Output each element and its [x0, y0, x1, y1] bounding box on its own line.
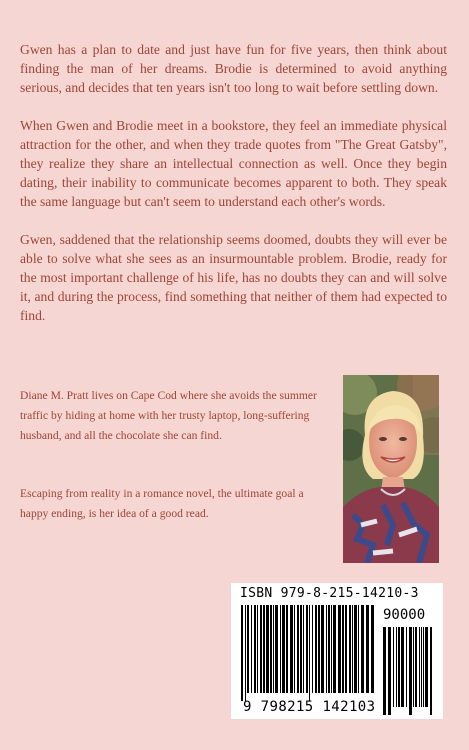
barcode-bars	[241, 605, 377, 701]
barcode-bar	[398, 627, 400, 707]
barcode-bar	[371, 605, 374, 693]
barcode-bar	[349, 605, 351, 693]
barcode-bar	[331, 605, 332, 693]
isbn-label: ISBN 979-8-215-14210-3	[240, 586, 419, 601]
barcode-bar	[257, 605, 258, 693]
price-barcode-bars	[383, 627, 435, 715]
barcode-bar	[251, 605, 252, 693]
barcode-bar	[275, 605, 278, 693]
barcode-bar	[388, 627, 391, 715]
isbn-barcode	[231, 583, 443, 719]
barcode-bar	[241, 605, 243, 701]
barcode-bar	[413, 627, 414, 707]
barcode-bar	[282, 605, 285, 693]
barcode-bar	[260, 605, 262, 693]
barcode-bar	[247, 605, 249, 693]
blurb-paragraph-1: Gwen has a plan to date and just have fun for five years, then think about finding the man of her dreams. Brodie is determined to avoid anything serious, and decides that ten years isn't too long to wait before settling down.	[20, 42, 447, 95]
barcode-bar	[286, 605, 288, 693]
barcode-bar	[263, 605, 265, 693]
barcode-bar	[300, 605, 302, 693]
author-bio-paragraph-2: Escaping from reality in a romance novel, the ultimate goal a happy ending, is her idea of a good read.	[20, 487, 304, 520]
barcode-bar	[266, 605, 269, 693]
barcode-bar	[352, 605, 353, 693]
barcode-bar	[312, 605, 313, 693]
barcode-bar	[303, 605, 304, 693]
barcode-bar	[383, 627, 386, 715]
barcode-bar	[245, 605, 246, 701]
barcode-bar	[345, 605, 347, 693]
author-bio-paragraph-1: Diane M. Pratt lives on Cape Cod where she avoids the summer traffic by hiding at home with her trusty laptop, long-suffering husband, and all the chocolate she can find.	[20, 389, 317, 442]
author-bio	[20, 386, 330, 524]
barcode-bar	[273, 605, 274, 693]
barcode-bar	[421, 627, 422, 707]
barcode-bar	[401, 627, 404, 707]
price-code: 90000	[383, 607, 426, 623]
barcode-bar	[309, 605, 310, 701]
barcode-bar	[366, 605, 369, 693]
blurb-paragraph-2: When Gwen and Brodie meet in a bookstore, they feel an immediate physical attraction for the other, and when they trade quotes from "The Great Gatsby", they realize they share an intellectual connection as well. Once they begin dating, their inability to communicate becomes apparent to both. They speak the same language but can't seem to understand each other's words.	[20, 118, 447, 209]
barcode-bar	[318, 605, 320, 693]
barcode-bar	[361, 605, 364, 693]
barcode-bar	[270, 605, 272, 693]
barcode-bar	[315, 605, 317, 693]
barcode-bar	[425, 627, 428, 707]
barcode-bar	[393, 627, 394, 707]
barcode-bar	[338, 605, 341, 693]
barcode-bar	[321, 605, 324, 693]
barcode-bar	[342, 605, 344, 693]
barcode-bar	[409, 627, 412, 715]
barcode-digits: 9 798215 142103	[243, 699, 376, 715]
blurb-paragraph-3: Gwen, saddened that the relationship seems doomed, doubts they will ever be able to solve what she sees as an insurmountable problem. Brodie, ready for the most important challenge of his life, has no doubts they can and will solve it, and during the process, find something that neither of them had expected to find.	[20, 232, 447, 323]
author-portrait-illustration	[343, 375, 439, 563]
barcode-bar	[406, 627, 407, 707]
barcode-bar	[294, 605, 295, 693]
barcode-bar	[326, 605, 327, 693]
barcode-bar	[415, 627, 417, 707]
author-photo	[343, 375, 439, 563]
barcode-bar	[280, 605, 281, 693]
barcode-bar	[354, 605, 357, 693]
barcode-bar	[297, 605, 299, 693]
barcode-bar	[254, 605, 256, 693]
barcode-bar	[306, 605, 308, 693]
barcode-bar	[430, 627, 432, 715]
barcode-bar	[396, 627, 397, 707]
barcode-bar	[328, 605, 330, 693]
barcode-bar	[358, 605, 359, 693]
barcode-bar	[333, 605, 336, 693]
barcode-bar	[423, 627, 424, 707]
barcode-bar	[419, 627, 420, 707]
barcode-bar	[290, 605, 293, 693]
book-blurb	[20, 40, 447, 344]
